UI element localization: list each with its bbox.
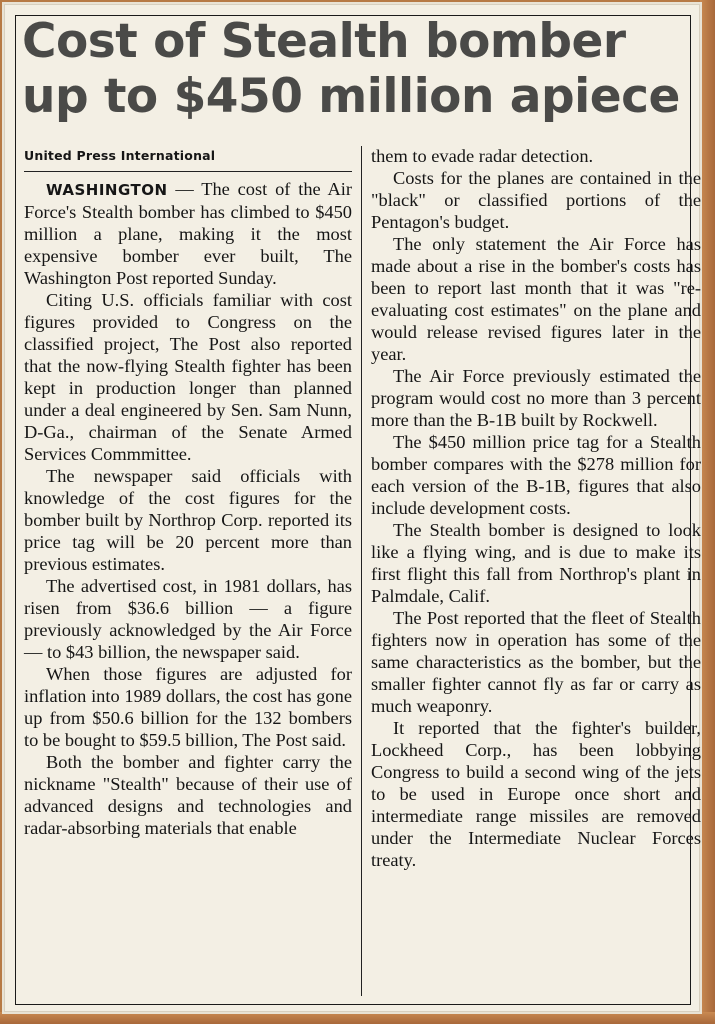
paragraph: It reported that the fighter's builder, Lockheed Corp., has been lobbying Congress to build a second wing of the jets to be used in Europe once short and intermediate range missiles are removed under the Intermediate Nuclear Forces treaty.: [371, 718, 701, 870]
paragraph: The $450 million price tag for a Stealth bomber compares with the $278 million for each version of the B-1B, figures that also include development costs.: [371, 432, 701, 518]
article-column-right: [371, 145, 701, 871]
paragraph: Costs for the planes are contained in the "black" or classified portions of the Pentagon's budget.: [371, 168, 701, 232]
byline: United Press International: [24, 148, 352, 172]
paragraph: Citing U.S. officials familiar with cost figures provided to Congress on the classified project, The Post also reported that the now-flying Stealth fighter has been kept in production longer than planned under a deal engineered by Sen. Sam Nunn, D-Ga., chairman of the Senate Armed Services Commmittee.: [24, 290, 352, 464]
paragraph: The newspaper said officials with knowledge of the cost figures for the bomber built by Northrop Corp. reported its price tag will be 20 percent more than previous estimates.: [24, 466, 352, 574]
paragraph-continuation: them to evade radar detection.: [371, 146, 594, 166]
paragraph: Both the bomber and fighter carry the nickname "Stealth" because of their use of advanced designs and technologies and radar-absorbing materials that enable: [24, 752, 352, 838]
background-wood-edge: [700, 0, 715, 1024]
paragraph-lead: [24, 178, 352, 289]
headline: Cost of Stealth bomber up to $450 million apiece: [22, 14, 680, 124]
column-divider: [361, 146, 362, 996]
paragraph: The advertised cost, in 1981 dollars, has risen from $36.6 billion — a figure previously acknowledged by the Air Force — to $43 billion, the newspaper said.: [24, 576, 352, 662]
dateline: WASHINGTON: [46, 181, 168, 199]
background-wood-bottom: [0, 1012, 715, 1024]
article-column-left: [24, 148, 352, 839]
paragraph: The only statement the Air Force has made about a rise in the bomber's costs has been to report last month that it was "re-evaluating cost estimates" on the plane and would release revised figures later in the year.: [371, 234, 701, 364]
paragraph: The Stealth bomber is designed to look like a flying wing, and is due to make its first flight this fall from Northrop's plant in Palmdale, Calif.: [371, 520, 701, 606]
lead-text: — The cost of the Air Force's Stealth bomber has climbed to $450 million a plane, making it the most expensive bomber ever built, The Washington Post reported Sunday.: [24, 179, 352, 288]
paragraph: The Air Force previously estimated the program would cost no more than 3 percent more than the B-1B built by Rockwell.: [371, 366, 701, 430]
paragraph: When those figures are adjusted for inflation into 1989 dollars, the cost has gone up from $50.6 billion for the 132 bombers to be bought to $59.5 billion, The Post said.: [24, 664, 352, 750]
paragraph: The Post reported that the fleet of Stealth fighters now in operation has some of the same characteristics as the bomber, but the smaller fighter cannot fly as far or carry as much weaponry.: [371, 608, 701, 716]
